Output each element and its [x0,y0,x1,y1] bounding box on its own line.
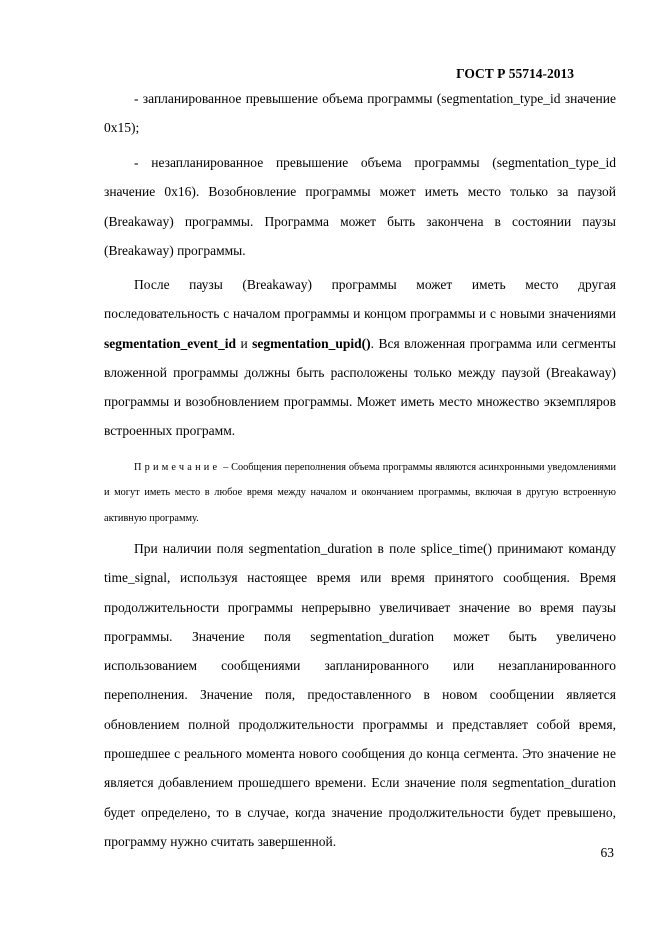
list-item-planned-overflow [104,84,616,143]
paragraph-text: - запланированное превышение объема программы (segmentation_type_id значение 0x15); [104,91,616,136]
paragraph-segmentation-duration [104,534,616,856]
paragraph-text-end: . Вся вложенная программа или сегменты вложенной программы должны быть расположены только между паузой (Breakaway) программы и возобновлением программы. Может иметь место множество экземпляров встроенных программ. [104,335,616,439]
page-number: 63 [600,845,614,860]
paragraph-breakaway [104,270,616,446]
paragraph-text-conjunction: и [236,335,253,351]
note-text: – Сообщения переполнения объема программы являются асинхронными уведомлениями и могут иметь место в любое время между началом и окончанием программы, включая в другую встроенную активную программу. [104,462,616,524]
list-item-unplanned-overflow [104,148,616,265]
note-label: Примечание [134,462,221,473]
note-block [104,455,616,531]
field-name-segmentation-event-id: segmentation_event_id [104,335,236,351]
paragraph-text: - незапланированное превышение объема программы (segmentation_type_id значение 0x16). Возобновление программы может иметь место только за паузой (Breakaway) программы. Программа может быть закончена в состоянии паузы (Breakaway) программы. [104,155,616,258]
document-header-standard: ГОСТ Р 55714-2013 [456,66,574,81]
field-name-segmentation-upid: segmentation_upid() [252,335,371,351]
paragraph-text: При наличии поля segmentation_duration в поле splice_time() принимают команду time_signal, используя настоящее время или время принятого сообщения. Время продолжительности программы непрерывно увеличивает значение во время паузы программы. Значение поля segmentation_duration может быть увеличено использованием сообщениями запланированного или незапланированного переполнения. Значение поля, предоставленного в новом сообщении является обновлением полной продолжительности программы и представляет собой время, прошедшее с реального момента нового сообщения до конца сегмента. Это значение не является добавлением прошедшего времени. Если значение поля segmentation_duration будет определено, то в случае, когда значение продолжительности будет превышено, программу нужно считать завершенной. [104,541,616,849]
paragraph-text-start: После паузы (Breakaway) программы может иметь место другая последовательность с началом программы и концом программы и с новыми значениями [104,277,616,322]
paragraph-text [104,270,616,446]
